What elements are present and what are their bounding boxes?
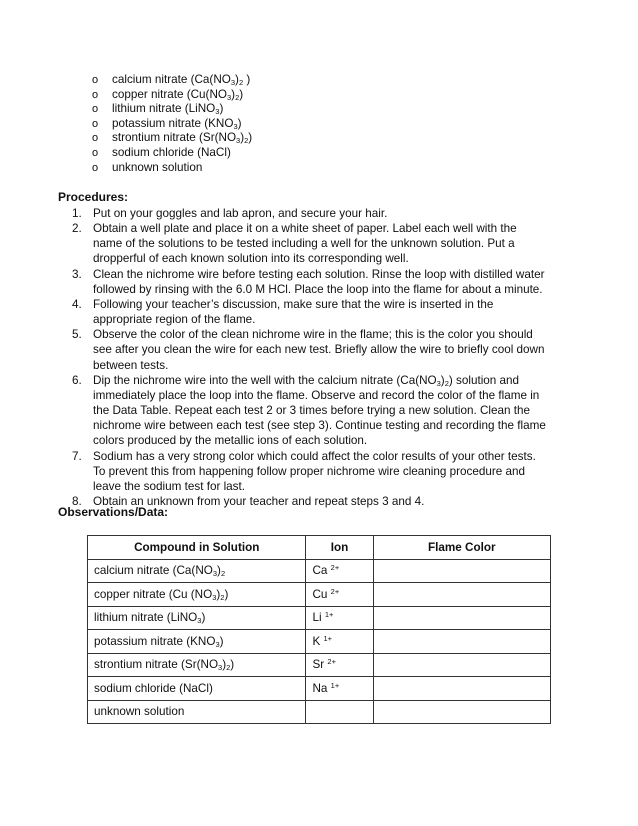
- procedure-step: [72, 267, 592, 297]
- step-number: 2.: [72, 222, 82, 236]
- step-text: name of the solutions to be tested including a well for the unknown solution. Put a: [93, 237, 515, 251]
- step-number: 6.: [72, 373, 82, 387]
- bullet-icon: o: [92, 74, 99, 86]
- procedure-step: [72, 373, 592, 449]
- step-text: Observe the color of the clean nichrome wire in the flame; this is the color you should: [93, 328, 533, 342]
- data-table: [87, 535, 551, 724]
- flame-color-cell[interactable]: [373, 653, 550, 677]
- flame-color-cell[interactable]: [373, 700, 550, 724]
- step-number: 4.: [72, 297, 82, 311]
- observations-heading: Observations/Data:: [58, 505, 169, 519]
- bullet-icon: o: [92, 88, 99, 101]
- step-text: Obtain an unknown from your teacher and repeat steps 3 and 4.: [93, 494, 425, 508]
- step-text: appropriate region of the flame.: [93, 313, 256, 327]
- compound-cell: sodium chloride (NaCl): [88, 677, 306, 701]
- list-item: o potassium nitrate $(KNO_3)$: [92, 116, 242, 131]
- flame-color-cell[interactable]: [373, 677, 550, 701]
- compound-cell: unknown solution: [88, 700, 306, 724]
- column-header-ion: Ion: [306, 536, 373, 560]
- compound-cell: calcium nitrate ($Ca(NO_3)_2$: [88, 559, 306, 583]
- step-text: dropperful of each known solution into its corresponding well.: [93, 252, 409, 266]
- procedure-step: [72, 449, 592, 494]
- compound-cell: copper nitrate (Cu $(NO_3)_2$): [88, 583, 306, 607]
- procedures-list: [72, 206, 592, 509]
- step-text: between tests.: [93, 358, 169, 372]
- step-text: leave the sodium test for last.: [93, 479, 246, 493]
- procedure-step: [72, 327, 592, 372]
- step-text: the Data Table. Repeat each test 2 or 3 times before trying a new solution. Clean the: [93, 404, 531, 418]
- ion-cell: Na $^{1+}$: [306, 677, 373, 701]
- column-header-compound: Compound in Solution: [88, 536, 306, 560]
- flame-color-cell[interactable]: [373, 559, 550, 583]
- step-text: colors produced by the metallic ions of each solution.: [93, 434, 368, 448]
- ion-cell: Cu $^{2+}$: [306, 583, 373, 607]
- step-number: 1.: [72, 207, 82, 220]
- step-text: Dip the nichrome wire into the well with the calcium nitrate $(Ca(NO_3)_2)$ solution and: [93, 373, 520, 388]
- table-row: [88, 559, 551, 583]
- bullet-icon: o: [92, 161, 99, 174]
- list-item: o unknown solution: [92, 160, 203, 174]
- procedures-heading: Procedures:: [58, 190, 129, 204]
- ion-cell: Li $^{1+}$: [306, 606, 373, 630]
- procedure-step: [72, 297, 592, 327]
- step-text: Sodium has a very strong color which could affect the color results of your other tests.: [93, 449, 536, 463]
- table-row: [88, 653, 551, 677]
- compound-cell: potassium nitrate $(KNO_3)$: [88, 630, 306, 654]
- ion-cell: Sr $^{2+}$: [306, 653, 373, 677]
- step-text: Obtain a well plate and place it on a white sheet of paper. Label each well with the: [93, 222, 517, 236]
- table-row: [88, 606, 551, 630]
- step-number: 8.: [72, 494, 82, 508]
- bullet-icon: o: [92, 146, 99, 159]
- column-header-flame-color: Flame Color: [373, 536, 550, 560]
- compound-cell: strontium nitrate $(Sr(NO_3)_2)$: [88, 653, 306, 677]
- compound-cell: lithium nitrate (LiNO$_3$): [88, 606, 306, 630]
- step-text: followed by rinsing with the 6.0 M HCl. Place the loop into the flame for about a minute.: [93, 282, 543, 296]
- list-item: o lithium nitrate (LiNO$_3$): [92, 102, 224, 117]
- step-text: To prevent this from happening follow proper nichrome wire cleaning procedure and: [93, 464, 526, 478]
- table-row: [88, 583, 551, 607]
- ion-cell: Ca $^{2+}$: [306, 559, 373, 583]
- table-row: [88, 677, 551, 701]
- step-text: Clean the nichrome wire before testing each solution. Rinse the loop with distilled water: [93, 267, 545, 281]
- materials-list: [92, 73, 252, 175]
- list-item: o sodium chloride (NaCl): [92, 145, 231, 159]
- step-text: Put on your goggles and lab apron, and secure your hair.: [93, 207, 388, 220]
- ion-cell[interactable]: [306, 700, 373, 724]
- bullet-icon: o: [92, 103, 99, 116]
- list-item: o strontium nitrate $(Sr(NO_3)_2)$: [92, 131, 253, 146]
- step-text: see after you clean the wire for each new test. Briefly allow the wire to briefly cool down: [93, 343, 545, 357]
- table-row: [88, 700, 551, 724]
- flame-color-cell[interactable]: [373, 606, 550, 630]
- step-text: Following your teacher’s discussion, make sure that the wire is inserted in the: [93, 297, 494, 311]
- list-item: o calcium nitrate ($Ca(NO_3)_2$ ): [92, 73, 251, 87]
- table-header-row: [88, 536, 551, 560]
- bullet-icon: o: [92, 132, 99, 145]
- step-text: immediately place the loop into the flame. Observe and record the color of the flame in: [93, 388, 540, 402]
- table-row: [88, 630, 551, 654]
- ion-cell: K $^{1+}$: [306, 630, 373, 654]
- step-text: nichrome wire between each test (see step 3). Continue testing and recording the flame: [93, 419, 546, 433]
- procedure-step: [72, 206, 592, 221]
- bullet-icon: o: [92, 117, 99, 130]
- flame-color-cell[interactable]: [373, 583, 550, 607]
- step-number: 7.: [72, 449, 82, 463]
- procedure-step: [72, 221, 592, 266]
- list-item: o copper nitrate $(Cu(NO_3)_2)$: [92, 87, 244, 102]
- step-number: 5.: [72, 328, 82, 342]
- flame-color-cell[interactable]: [373, 630, 550, 654]
- step-number: 3.: [72, 267, 82, 281]
